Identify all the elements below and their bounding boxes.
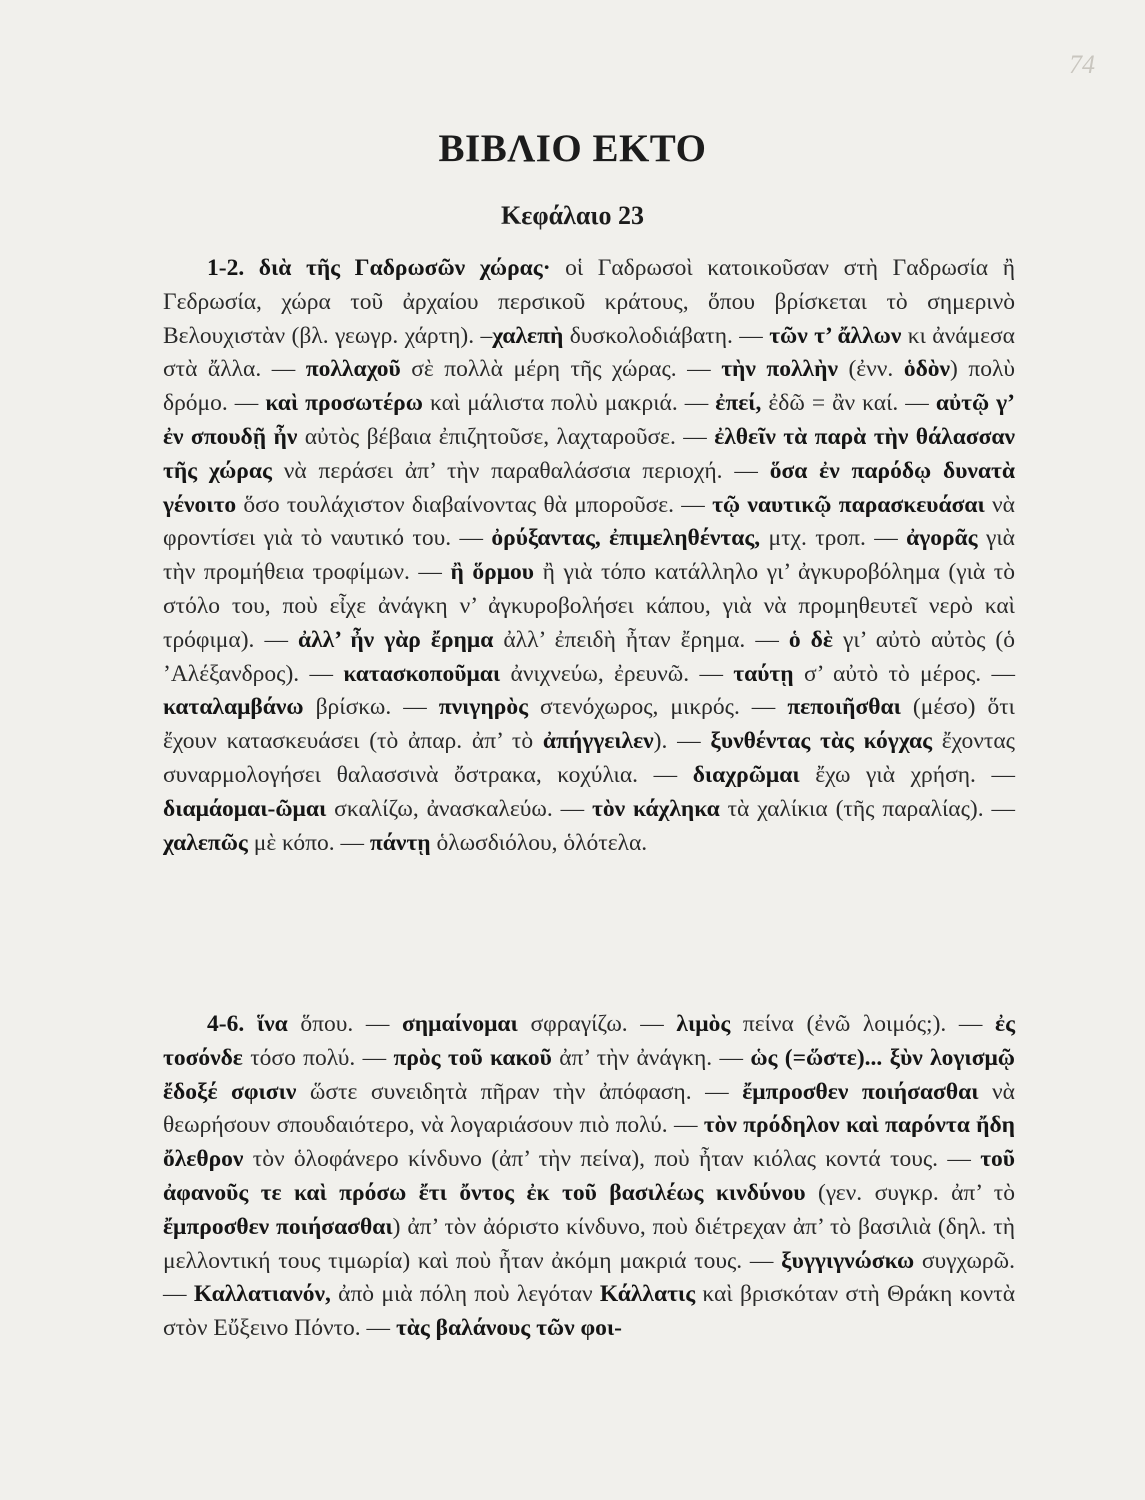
lemma-term: πολλαχοῦ [305,356,401,383]
gloss-text: βρίσκω. — [303,694,439,721]
lemma-term: ὁ δὲ [788,626,833,653]
gloss-text: σὲ πολλὰ μέρη τῆς χώρας. — [400,356,722,383]
lemma-term: καὶ προσωτέρω [265,390,423,417]
gloss-text: ) πολὺ δρόμο. — [163,356,1015,417]
gloss-text: πείνα (ἐνῶ λοιμός;). — [730,1011,996,1037]
lemma-term: χαλεπῶς [163,829,248,856]
gloss-text: ἔχω γιὰ χρήση. — [799,761,1015,788]
lemma-term: ἀγορᾶς [906,525,978,552]
lemma-term: ἀλλ’ ἦν γὰρ ἔρημα [298,626,494,653]
lemma-term: τὸν κάχληκα [592,795,720,822]
gloss-text: οἱ Γαδρωσοὶ κατοικοῦσαν στὴ Γαδρωσία ἢ Γεδρωσία, χώρα τοῦ ἀρχαίου περσικοῦ κράτους, ὅπου βρίσκεται τὸ σημερινὸ Βελουχιστὰν (βλ. γεωγρ. χάρτη). – [163,255,1015,349]
lemma-term: Κάλλατις [599,1281,696,1308]
commentary-section-1-2 [163,252,1015,860]
gloss-text: ἐδῶ = ἂν καί. — [761,390,936,417]
book-title: ΒΙΒΛΙΟ ΕΚΤΟ [438,127,707,170]
lemma-term: πνιγηρὸς [438,694,528,721]
page-number: 74 [1069,50,1095,79]
gloss-text: ὥστε συνειδητὰ πῆραν τὴν ἀπόφαση. — [296,1078,743,1105]
gloss-text: ἀπ’ τὴν ἀνάγκη. — [551,1044,751,1071]
gloss-text: μὲ κόπο. — [247,829,370,856]
gloss-text: μτχ. τροπ. — [760,525,907,552]
chapter-title: Κεφάλαιο 23 [501,201,644,230]
lemma-term: τὸν πρόδηλον καὶ παρόντα ἤδη ὄλεθρον [163,1112,1015,1173]
lemma-term: ἐπεί, [715,390,762,417]
gloss-text: ἔχοντας συναρμολογήσει θαλασσινὰ ὄστρακα, κοχύλια. — [163,728,1015,788]
lemma-term: διαχρῶμαι [692,761,800,788]
lemma-term: ὅσα ἐν παρόδῳ δυνατὰ γένοιτο [163,457,1015,518]
lemma-term: διαμάομαι-ῶμαι [163,795,327,822]
gloss-text: ) ἀπ’ τὸν ἀόριστο κίνδυνο, ποὺ διέτρεχαν ἀπ’ τὸ βασιλιὰ (δηλ. τὴ μελλοντική τους τιμωρία) καὶ ποὺ ἦταν ἀκόμη μακριά τους. — [163,1213,1015,1274]
lemma-term: ἔμπροσθεν ποιήσασθαι [742,1078,979,1105]
gloss-text: συγχωρῶ. — [163,1247,1016,1308]
gloss-text: (γεν. συγκρ. ἀπ’ τὸ [805,1179,1015,1206]
gloss-text: ). — [653,728,711,755]
gloss-text: σκαλίζω, ἀνασκαλεύω. — [326,795,593,822]
lemma-term: πεποιῆσθαι [787,694,901,721]
lemma-term: ὡς (=ὥστε)... ξὺν λογισμῷ ἔδοξέ σφισιν [163,1044,1015,1105]
gloss-text: ἢ γιὰ τόπο κατάλληλο γι’ ἀγκυροβόλημα (γιὰ τὸ στόλο του, ποὺ εἶχε ἀνάγκη ν’ ἀγκυροβολήσει κάπου, γιὰ νὰ προμηθευτεῖ νερὸ καὶ τρόφιμα). — [163,559,1015,653]
lemma-term: τῷ ναυτικῷ παρασκευάσαι [712,491,985,518]
lemma-term: τῶν τ’ ἄλλων [769,322,902,349]
lemma-term: ἐλθεῖν τὰ παρὰ τὴν θάλασσαν τῆς χώρας [163,423,1015,484]
lemma-term: πρὸς τοῦ κακοῦ [393,1044,552,1071]
lemma-term: τὴν πολλὴν [721,356,838,383]
gloss-text: ἀνιχνεύω, ἐρευνῶ. — [500,660,734,687]
gloss-text: ὁλωσδιόλου, ὁλότελα. [430,829,648,856]
gloss-text: ὅπου. — [287,1011,402,1037]
lemma-term: ταύτῃ [733,660,794,687]
gloss-text: καὶ μάλιστα πολὺ μακριά. — [422,390,716,417]
lemma-term: κατασκοποῦμαι [343,660,501,687]
lemma-term: ὀρύξαντας, ἐπιμεληθέντας, [491,525,761,552]
gloss-text: καὶ βρισκόταν στὴ Θράκη κοντὰ στὸν Εὔξεινο Πόντο. — [163,1281,1016,1342]
gloss-text: γι’ αὐτὸ αὐτὸς (ὁ ’Αλέξανδρος). — [163,626,1016,687]
lemma-term: ἢ ὅρμου [450,559,535,586]
section-paragraph [163,1008,1015,1346]
gloss-text: ἀλλ’ ἐπειδὴ ἦταν ἔρημα. — [493,626,789,653]
gloss-text: ἀπὸ μιὰ πόλη ποὺ λεγόταν [330,1281,600,1308]
gloss-text: ὅσο τουλάχιστον διαβαίνοντας θὰ μποροῦσε. — [236,491,713,518]
lemma-term: ξυγγιγνώσκω [781,1247,915,1274]
gloss-text: τὰ χαλίκια (τῆς παραλίας). — [719,795,1016,822]
gloss-text: (μέσο) ὅτι ἔχουν κατασκευάσει (τὸ ἀπαρ. ἀπ’ τὸ [163,694,1015,755]
lemma-term: ὁδὸν [903,356,951,383]
lemma-term: τοῦ ἀφανοῦς τε καὶ πρόσω ἔτι ὄντος ἐκ τοῦ βασιλέως κινδύνου [163,1146,1015,1206]
lemma-term: Καλλατιανόν, [193,1281,331,1308]
lemma-term: σημαίνομαι [402,1011,518,1037]
gloss-text: τὸν ὁλοφάνερο κίνδυνο (ἀπ’ τὴν πείνα), ποὺ ἦταν κιόλας κοντά τους. — [243,1146,981,1173]
gloss-text: στενόχωρος, μικρός. — [528,694,788,721]
lemma-term: πάντῃ [369,829,431,856]
gloss-text: δυσκολοδιάβατη. — [563,322,770,349]
gloss-text: αὐτὸς βέβαια ἐπιζητοῦσε, λαχταροῦσε. — [297,423,715,450]
gloss-text: κι ἀνάμεσα στὰ ἄλλα. — [163,322,1015,383]
lemma-term: τὰς βαλάνους τῶν φοι- [395,1315,622,1342]
lemma-term: αὐτῷ γ’ ἐν σπουδῇ ἦν [163,390,1015,450]
section-paragraph [163,252,1015,860]
gloss-text: σφραγίζω. — [517,1011,677,1037]
gloss-text: τόσο πολύ. — [242,1044,394,1071]
gloss-text: νὰ θεωρήσουν σπουδαιότερο, νὰ λογαριάσουν πιὸ πολύ. — [163,1078,1015,1139]
lemma-term: καταλαμβάνω [163,694,304,721]
lemma-term: ἐς τοσόνδε [163,1011,1015,1071]
lemma-term: ἔμπροσθεν ποιήσασθαι [163,1213,393,1240]
lemma-term: χαλεπὴ [492,322,564,349]
gloss-text: σ’ αὐτὸ τὸ μέρος. — [793,660,1015,687]
gloss-text: (ἐνν. [837,356,904,383]
lemma-term: ξυνθέντας τὰς κόγχας [710,728,932,755]
gloss-text: γιὰ τὴν προμήθεια τροφίμων. — [163,525,1015,586]
gloss-text: νὰ περάσει ἀπ’ τὴν παραθαλάσσια περιοχή. — [271,457,770,484]
lemma-term: λιμὸς [676,1011,731,1037]
lemma-term: 4-6. ἵνα [207,1011,288,1037]
gloss-text: νὰ φροντίσει γιὰ τὸ ναυτικό του. — [163,491,1015,552]
lemma-term: ἀπήγγειλεν [542,728,654,755]
lemma-term: 1-2. διὰ τῆς Γαδρωσῶν χώρας· [207,255,551,281]
commentary-section-4-6 [163,1008,1015,1346]
